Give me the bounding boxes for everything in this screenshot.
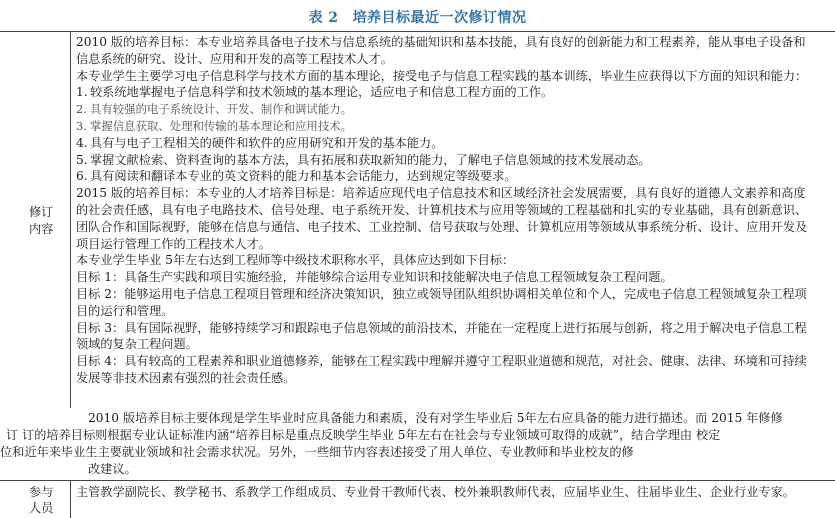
table-title <box>0 7 835 27</box>
list-item: 5. 掌握文献检索、资料查询的基本方法，具有拓展和获取新知的能力，了解电子信息领域的技术发展动态。 <box>76 152 651 167</box>
goal-2015-requirements: 本专业学生毕业 5年左右达到工程师等中级技术职称水平，具体应达到如下目标： <box>76 253 515 268</box>
reason-line: 订 订的培养目标则根据专业认证标准内涵“培养目标是重点反映学生毕业 5年左右在社会与专业领域可取得的成就”，结合学理由 校定 <box>6 428 721 442</box>
participants-label: 参与 人员 <box>29 485 54 515</box>
goal-2015-intro: 2015 版的培养目标：本专业的人才培养目标是：培养适应现代电子信息技术和区域经济社会发展需要，具有良好的道德人文素养和高度的社会责任感，具有电子电路技术、信号处理、电子系统开发、计算机技术与应用等领域的工程基础和扎实的专业基础，具有创新意识、团队合作和国际视野，能够在信息与通信、电子技术、工业控制、信号获取与处理、计算机应用等领域从事系统分析、设计、应用开发及项目运行管理工作的工程技术人才。 <box>76 186 808 251</box>
list-item: 4. 具有与电子工程相关的硬件和软件的应用研究和开发的基本能力。 <box>76 135 444 150</box>
column-divider-lower <box>70 480 71 518</box>
target-item: 目标 2：能够运用电子信息工程项目管理和经济决策知识，独立或领导团队组织协调相关单位和个人，完成电子信息工程领域复杂工程项目的运行和管理。 <box>76 286 807 318</box>
section-divider <box>0 480 835 481</box>
revision-content <box>76 34 816 387</box>
top-border <box>0 31 835 32</box>
list-item: 6. 具有阅读和翻译本专业的英文资料的能力和基本会话能力，达到规定等级要求。 <box>76 169 517 184</box>
revision-content-label: 修订内容 <box>29 205 54 236</box>
goal-2010-requirements: 本专业学生主要学习电子信息科学与技术方面的基本理论，接受电子与信息工程实践的基本训练，毕业生应获得以下方面的知识和能力： <box>76 68 808 83</box>
target-item: 目标 3：具有国际视野，能够持续学习和跟踪电子信息领域的前沿技术，并能在一定程度上进行拓展与创新，将之用于解决电子信息工程领域的复杂工程问题。 <box>76 320 807 352</box>
goal-2010-intro: 2010 版的培养目标：本专业培养具备电子技术与信息系统的基础知识和基本技能，具有良好的创新能力和工程素养，能从事电子设备和信息系统的研究、设计、应用和开发的高等工程技术人才。 <box>76 35 806 66</box>
reason-line: 位和近年来毕业生主要就业领域和社会需求状况。另外，一些细节内容表述接受了用人单位、专业教师和毕业校友的修 <box>0 445 634 459</box>
list-item: 2. 具有较强的电子系统设计、开发、制作和调试能力。 <box>76 102 352 117</box>
table-caption: 培养目标最近一次修订情况 <box>352 10 527 26</box>
column-divider-upper <box>70 31 71 408</box>
revision-reason <box>0 410 820 478</box>
target-item: 目标 1：具备生产实践和项目实施经验，并能够综合运用专业知识和技能解决电子信息工程领域复杂工程问题。 <box>76 270 673 285</box>
list-item: 1. 较系统地掌握电子信息科学和技术领域的基本理论，适应电子和信息工程方面的工作。 <box>76 85 554 100</box>
table-number: 表 2 <box>308 10 339 26</box>
target-item: 目标 4：具有较高的工程素养和职业道德修养，能够在工程实践中理解并遵守工程职业道德和规范，对社会、健康、法律、环境和可持续发展等非技术因素有强烈的社会责任感。 <box>76 354 807 385</box>
list-item: 3. 掌握信息获取、处理和传输的基本理论和应用技术。 <box>76 118 352 133</box>
participants-text: 主管教学副院长、教学秘书、系教学工作组成员、专业骨干教师代表、校外兼职教师代表，应届毕业生、往届毕业生、企业行业专家。 <box>76 485 796 499</box>
reason-line: 改建议。 <box>88 462 137 476</box>
reason-line: 2010 版培养目标主要体现是学生毕业时应具备能力和素质，没有对学生毕业后 5年左右应具备的能力进行描述。而 2015 年修修 <box>88 411 783 425</box>
